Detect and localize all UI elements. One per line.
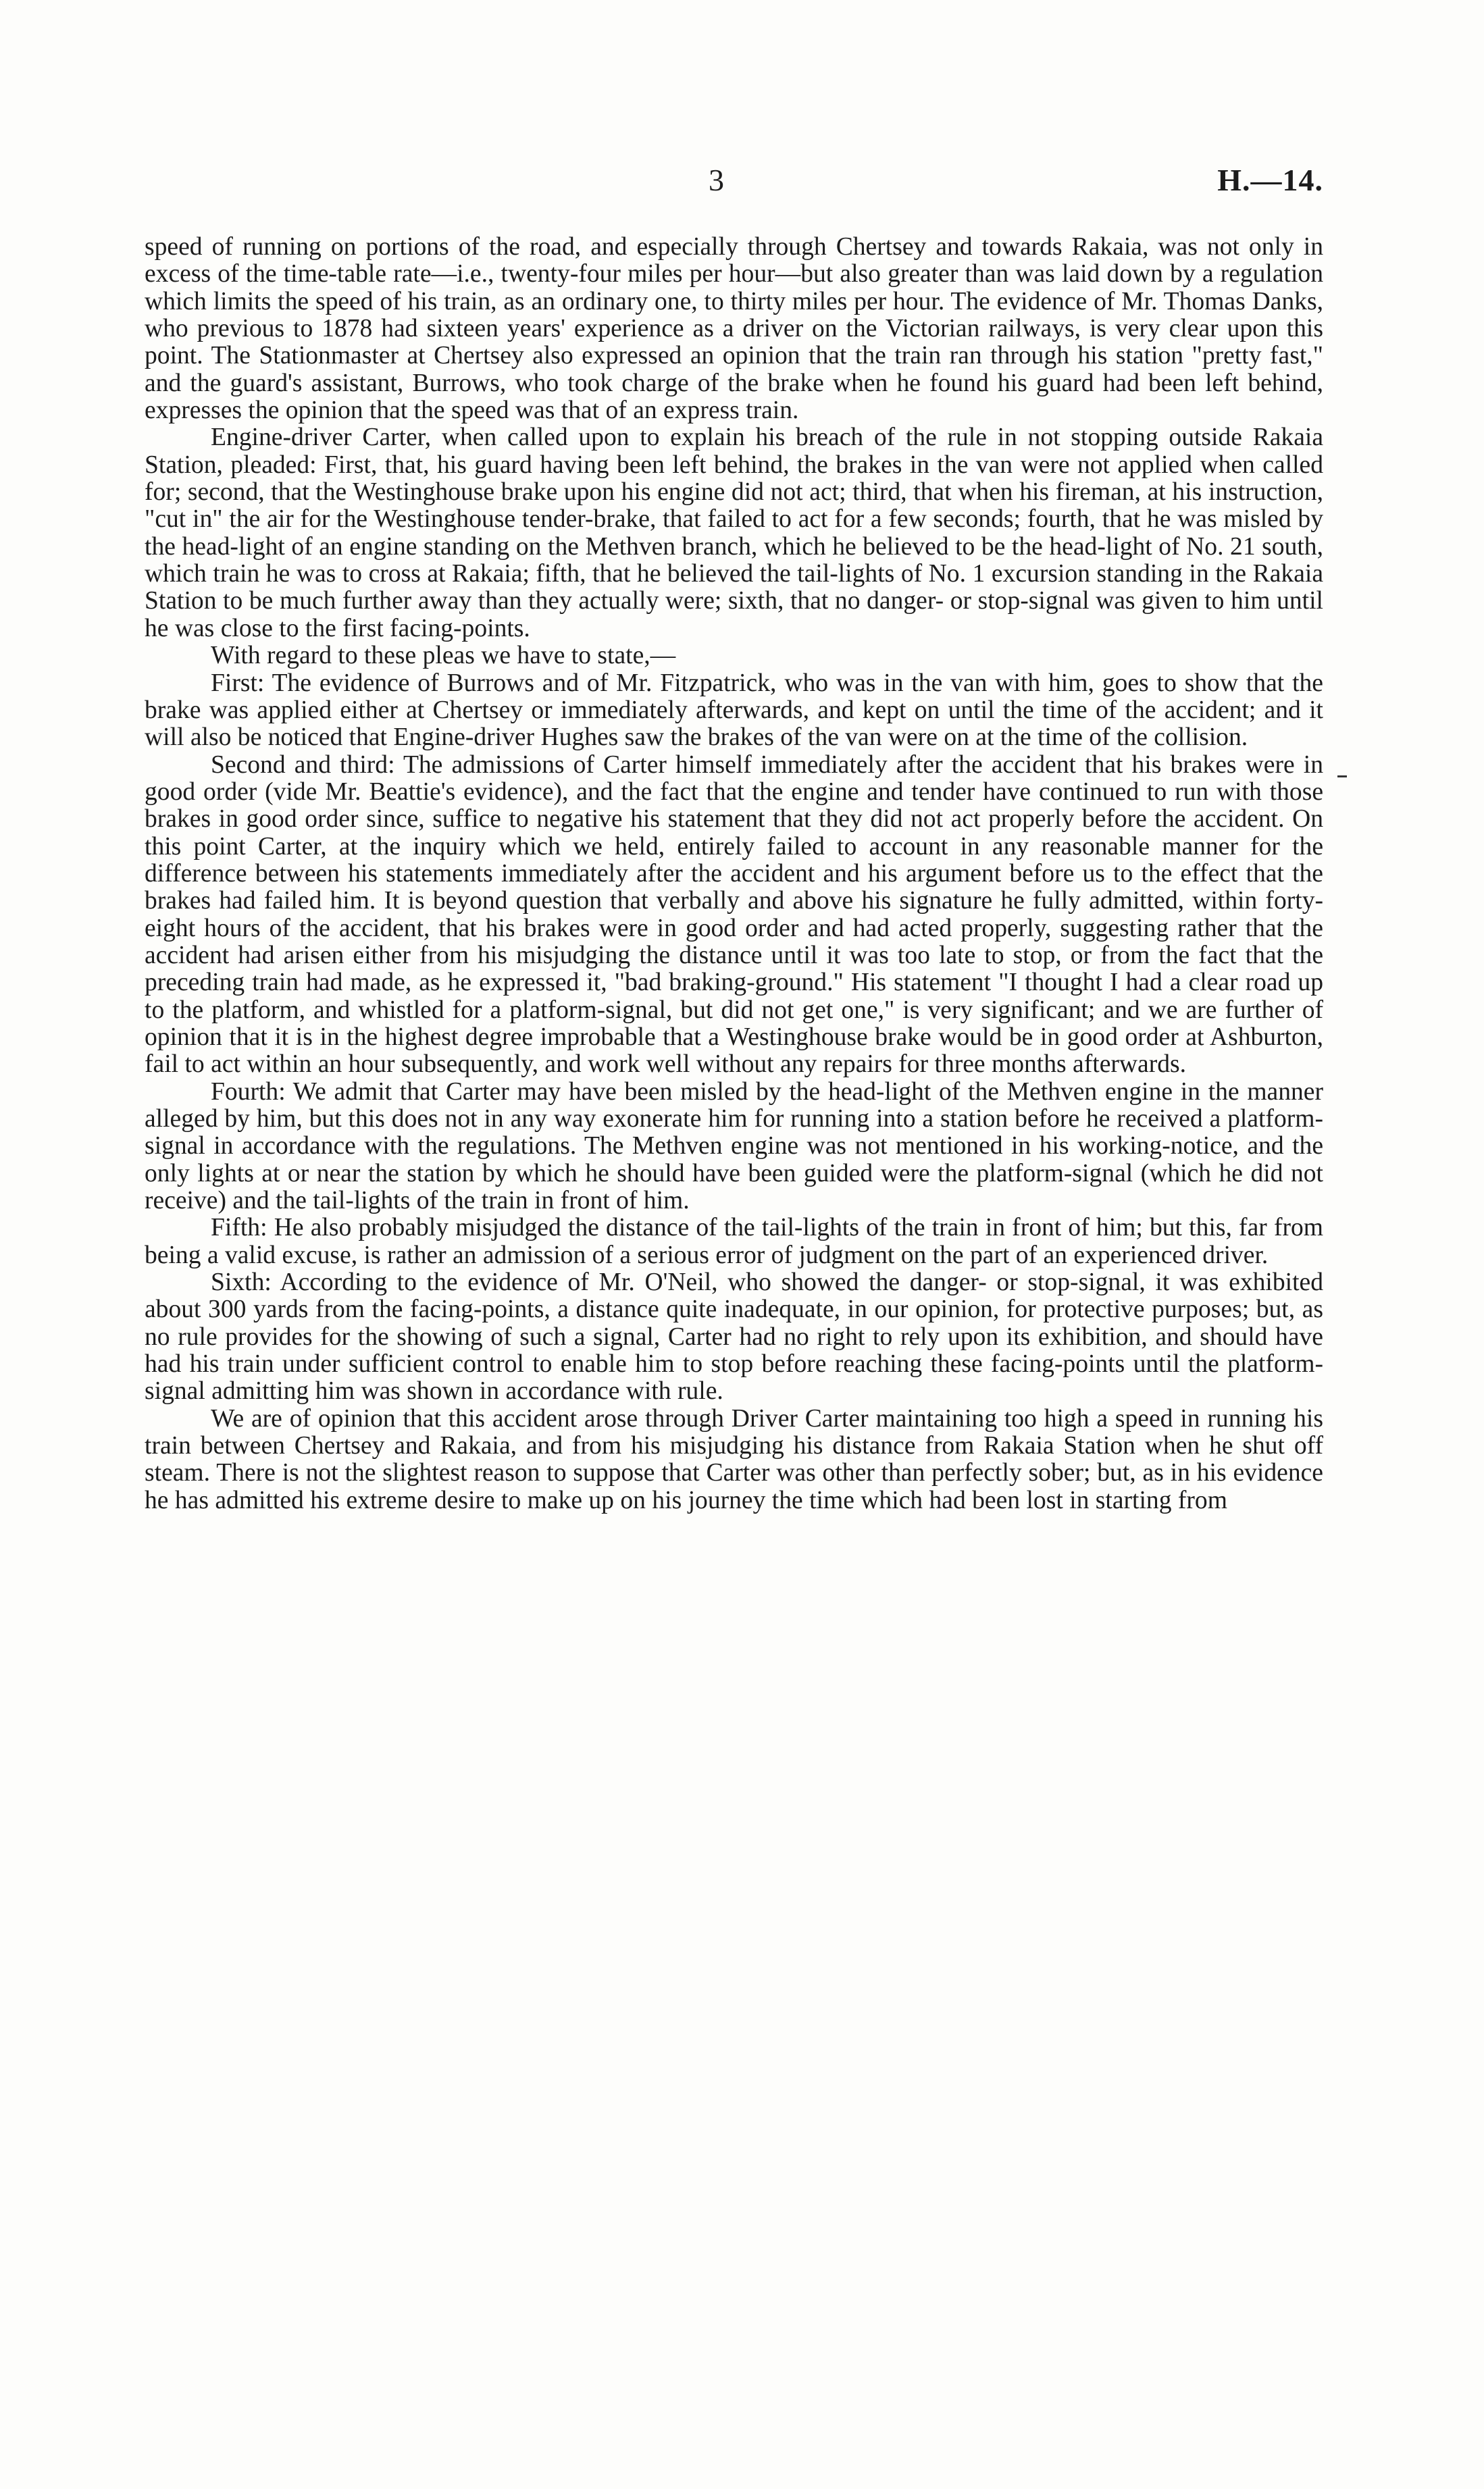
paragraph-fourth: Fourth: We admit that Carter may have been misled by the head-light of the Methven engine in the manner alleged by him, but this does not in any way exonerate him for running into a station before he received a platform-signal in accordance with the regulations. The Methven engine was not mentioned in his working-notice, and the only lights at or near the station by which he should have been guided were the platform-signal (which he did not receive) and the tail-lights of the train in front of him. xyxy=(145,1077,1323,1215)
body-text xyxy=(145,234,1323,1514)
paragraph-regard: With regard to these pleas we have to state,— xyxy=(211,642,676,670)
paragraph-continuation: speed of running on portions of the road, and especially through Chertsey and towards Rakaia, was not only in excess of the time-table rate—i.e., twenty-four miles per hour—but also greater than was laid down by a regulation which limits the speed of his train, as an ordinary one, to thirty miles per hour. The evidence of Mr. Thomas Danks, who previous to 1878 had sixteen years' experience as a driver on the Victorian railways, is very clear upon this point. The Stationmaster at Chertsey also expressed an opinion that the train ran through his station "pretty fast," and the guard's assistant, Burrows, who took charge of the brake when he found his guard had been left behind, expresses the opinion that the speed was that of an express train. xyxy=(145,233,1323,425)
paragraph-second-third: Second and third: The admissions of Carter himself immediately after the accident that his brakes were in good order (vide Mr. Beattie's evidence), and the fact that the engine and tender have continued to run with those brakes in good order since, suffice to negative his statement that they did not act properly before the accident. On this point Carter, at the inquiry which we held, entirely failed to account in any reasonable manner for the difference between his statements immediately after the accident and his argument before us to the effect that the brakes had failed him. It is beyond question that verbally and above his signature he fully admitted, within forty-eight hours of the accident, that his brakes were in good order and had acted properly, suggesting rather that the accident had arisen either from his misjudging the distance until it was too late to stop, or from the fact that the preceding train had made, as he expressed it, "bad braking-ground." His statement "I thought I had a clear road up to the platform, and whistled for a platform-signal, but did not get one," is very significant; and we are further of opinion that it is in the highest degree improbable that a Westinghouse brake would be in good order at Ashburton, fail to act within an hour subsequently, and work well without any repairs for three months afterwards. xyxy=(145,750,1323,1079)
paragraph-fifth: Fifth: He also probably misjudged the distance of the tail-lights of the train in front of him; but this, far from being a valid excuse, is rather an admission of a serious error of judgment on the part of an experienced driver. xyxy=(145,1214,1323,1269)
page-header xyxy=(145,162,1323,203)
document-reference: H.—14. xyxy=(1217,163,1323,197)
paragraph-first: First: The evidence of Burrows and of Mr. Fitzpatrick, who was in the van with him, goes to show that the brake was applied either at Chertsey or immediately afterwards, and kept on until the time of the accident; and it will also be noticed that Engine-driver Hughes saw the brakes of the van were on at the time of the collision. xyxy=(145,669,1323,752)
page-number: 3 xyxy=(709,163,724,197)
paragraph-conclusion: We are of opinion that this accident arose through Driver Carter maintaining too high a speed in running his train between Chertsey and Rakaia, and from his misjudging his distance from Rakaia Station when he shut off steam. There is not the slightest reason to suppose that Carter was other than perfectly sober; but, as in his evidence he has admitted his extreme desire to make up on his journey the time which had been lost in starting from xyxy=(145,1404,1323,1514)
margin-dash-mark xyxy=(1337,775,1347,777)
paragraph-carter-pleas: Engine-driver Carter, when called upon to explain his breach of the rule in not stopping outside Rakaia Station, pleaded: First, that, his guard having been left behind, the brakes in the van were not applied when called for; second, that the Westinghouse brake upon his engine did not act; third, that when his fireman, at his instruction, "cut in" the air for the Westinghouse tender-brake, that failed to act for a few seconds; fourth, that he was misled by the head-light of an engine standing on the Methven branch, which he believed to be the head-light of No. 21 south, which train he was to cross at Rakaia; fifth, that he believed the tail-lights of No. 1 excursion standing in the Rakaia Station to be much further away than they actually were; sixth, that no danger- or stop-signal was given to him until he was close to the first facing-points. xyxy=(145,424,1323,642)
paragraph-sixth: Sixth: According to the evidence of Mr. O'Neil, who showed the danger- or stop-signal, it was exhibited about 300 yards from the facing-points, a distance quite inadequate, in our opinion, for protective purposes; but, as no rule provides for the showing of such a signal, Carter had no right to rely upon its exhibition, and should have had his train under sufficient control to enable him to stop before reaching these facing-points until the platform-signal admitting him was shown in accordance with rule. xyxy=(145,1268,1323,1406)
